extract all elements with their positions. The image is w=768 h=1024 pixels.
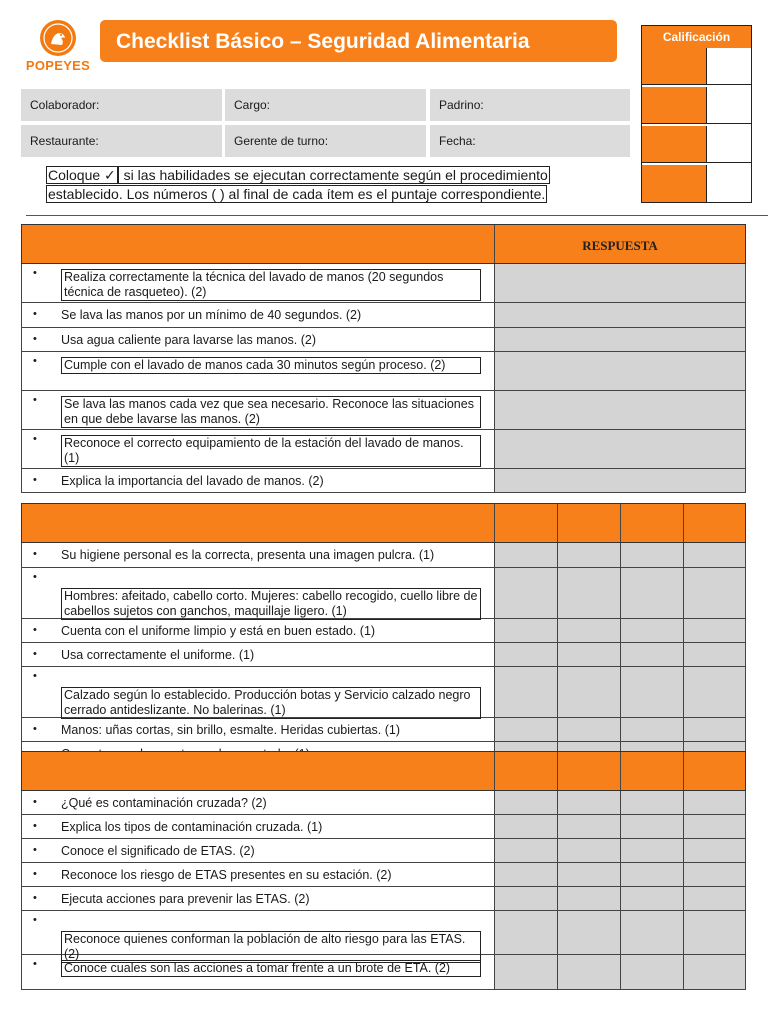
answer-cell[interactable] [557,815,620,838]
checklist-item-text: Usa correctamente el uniforme. (1) [61,647,255,662]
answer-cell[interactable] [620,619,683,642]
answer-cell[interactable] [683,718,745,741]
score-cell [642,48,706,85]
instr-part1: Coloque ✓ [48,167,116,183]
score-cell [642,126,706,163]
checklist-item-text: Se lava las manos por un mínimo de 40 segundos. (2) [61,308,362,322]
answer-cell[interactable] [620,839,683,862]
checklist-item-text: Explica la importancia del lavado de manos. (2) [61,473,324,488]
checklist-row [21,352,746,391]
answer-cell[interactable] [494,718,557,741]
padrino-field[interactable]: Padrino: [430,89,630,121]
popeyes-logo [20,18,96,76]
answer-cell[interactable] [494,543,557,567]
answer-cell[interactable] [683,887,745,910]
answer-cell[interactable] [683,791,745,814]
answer-cell[interactable] [494,391,745,429]
answer-cell[interactable] [494,863,557,886]
answer-cell[interactable] [620,955,683,989]
answer-cell[interactable] [620,568,683,618]
bullet: • [33,394,37,406]
bullet: • [33,332,37,345]
answer-cell[interactable] [620,791,683,814]
answer-cell[interactable] [494,264,745,302]
checklist-item-text: Se lava las manos cada vez que sea necesario. Reconoce las situaciones en que debe lavarse las manos. (2) [61,396,481,428]
bullet: • [33,795,37,808]
answer-cell[interactable] [494,955,557,989]
answer-cell[interactable] [494,643,557,666]
checklist-row [21,667,746,718]
checklist-item-text: Hombres: afeitado, cabello corto. Mujeres: cabello recogido, cuello libre de cabellos sujetos con ganchos, maquillaje ligero. (1) [61,588,481,620]
instructions [46,166,616,204]
answer-cell[interactable] [683,911,745,954]
checklist-row [21,911,746,961]
answer-cell[interactable] [557,791,620,814]
checklist-item-text: Reconoce el correcto equipamiento de la estación del lavado de manos. (1) [61,435,481,467]
answer-cell[interactable] [494,328,745,351]
bullet: • [33,722,37,735]
answer-cell[interactable] [683,543,745,567]
answer-cell[interactable] [683,955,745,989]
checklist-item-text: Calzado según lo establecido. Producción botas y Servicio calzado negro cerrado antideslizante. No balerinas. (1) [61,687,481,719]
checklist-row [21,863,746,887]
answer-cell[interactable] [683,667,745,717]
bullet: • [33,867,37,880]
bullet: • [33,819,37,832]
bullet: • [33,914,37,926]
answer-cell[interactable] [620,543,683,567]
answer-cell[interactable] [557,568,620,618]
cargo-field[interactable]: Cargo: [225,89,426,121]
answer-cell[interactable] [494,667,557,717]
score-entry[interactable] [706,165,751,202]
answer-cell[interactable] [683,568,745,618]
instr-line2: establecido. Los números ( ) al final de cada ítem es el puntaje correspondiente. [48,186,546,202]
bullet: • [33,433,37,445]
answer-cell[interactable] [683,643,745,666]
bullet: • [33,647,37,660]
checklist-row [21,839,746,863]
bullet: • [33,958,37,970]
checklist-row [21,568,746,619]
checklist-item-text: Manos: uñas cortas, sin brillo, esmalte. Heridas cubiertas. (1) [61,722,401,737]
answer-cell[interactable] [494,791,557,814]
answer-cell[interactable] [494,352,745,390]
checklist-row [21,391,746,430]
bullet: • [33,355,37,367]
bullet: • [33,548,37,560]
answer-cell[interactable] [620,667,683,717]
checklist-item-text: Conoce cuales son las acciones a tomar frente a un brote de ETA. (2) [61,960,481,977]
bullet: • [33,473,37,486]
checklist-row [21,643,746,667]
bullet: • [33,891,37,904]
checklist-row [21,718,746,742]
checklist-item-text: Reconoce quienes conforman la población de alto riesgo para las ETAS. (2) [61,931,481,963]
bullet: • [33,571,37,583]
colaborador-field[interactable]: Colaborador: [21,89,222,121]
score-entry[interactable] [706,48,751,85]
answer-cell[interactable] [557,643,620,666]
answer-cell[interactable] [557,543,620,567]
answer-cell[interactable] [494,887,557,910]
instr-part2: si las habilidades se ejecutan correctamente según el procedimiento [119,167,548,183]
section3-header [21,751,746,791]
checklist-item-text: Usa agua caliente para lavarse las manos. (2) [61,332,316,347]
checklist-row [21,543,746,568]
answer-cell[interactable] [557,955,620,989]
section1-header [21,224,746,264]
checklist-item-text: Conoce el significado de ETAS. (2) [61,843,255,858]
checklist-item-text: Ejecuta acciones para prevenir las ETAS. (2) [61,891,310,906]
answer-cell[interactable] [494,469,745,492]
answer-cell[interactable] [683,815,745,838]
answer-cell[interactable] [620,718,683,741]
answer-cell[interactable] [494,430,745,468]
divider [26,215,768,216]
gerente-field[interactable]: Gerente de turno: [225,125,426,157]
answer-cell[interactable] [494,619,557,642]
checklist-row [21,264,746,303]
answer-cell[interactable] [494,839,557,862]
answer-cell[interactable] [683,863,745,886]
answer-cell[interactable] [494,815,557,838]
checklist-row [21,815,746,839]
checklist-row [21,469,746,493]
fecha-field[interactable]: Fecha: [430,125,630,157]
checklist-row [21,955,746,990]
answer-cell[interactable] [620,911,683,954]
bullet: • [33,623,37,636]
answer-cell[interactable] [620,863,683,886]
bullet: • [33,308,37,320]
answer-cell[interactable] [557,911,620,954]
answer-cell[interactable] [557,839,620,862]
checklist-item-text: ¿Qué es contaminación cruzada? (2) [61,795,267,810]
answer-cell[interactable] [494,568,557,618]
checklist-item-text: Realiza correctamente la técnica del lavado de manos (20 segundos técnica de rasqueteo). (2) [61,269,481,301]
checklist-item-text: Explica los tipos de contaminación cruzada. (1) [61,819,323,834]
bullet: • [33,267,37,279]
answer-cell[interactable] [557,667,620,717]
answer-cell[interactable] [557,619,620,642]
calificacion-box [641,25,752,203]
score-cell [642,165,706,202]
bullet: • [33,670,37,682]
calificacion-label: Calificación [642,26,751,48]
answer-cell[interactable] [494,911,557,954]
checklist-item-text: Reconoce los riesgo de ETAS presentes en su estación. (2) [61,867,392,882]
score-entry[interactable] [706,87,751,124]
checklist-item-text: Cuenta con el uniforme limpio y está en buen estado. (1) [61,623,376,638]
section2-header [21,503,746,543]
answer-cell[interactable] [683,839,745,862]
checklist-item-text: Cumple con el lavado de manos cada 30 minutos según proceso. (2) [61,357,481,374]
checklist-row [21,303,746,328]
answer-cell[interactable] [620,643,683,666]
answer-cell[interactable] [494,303,745,327]
checklist-row [21,887,746,911]
checkmark-icon: ✓ [104,167,116,183]
score-entry[interactable] [706,126,751,163]
answer-cell[interactable] [620,887,683,910]
checklist-row [21,430,746,469]
checklist-row [21,791,746,815]
brand-name: POPEYES [25,58,91,73]
restaurante-field[interactable]: Restaurante: [21,125,222,157]
answer-cell[interactable] [683,619,745,642]
answer-cell[interactable] [557,887,620,910]
answer-cell[interactable] [620,815,683,838]
checklist-item-text: Su higiene personal es la correcta, presenta una imagen pulcra. (1) [61,548,435,562]
page-title: Checklist Básico – Seguridad Alimentaria [100,20,617,62]
score-cell [642,87,706,124]
answer-cell[interactable] [557,718,620,741]
answer-cell[interactable] [557,863,620,886]
chicken-seal-icon [20,18,96,60]
checklist-row [21,328,746,352]
checklist-row [21,619,746,643]
respuesta-label: RESPUESTA [582,238,658,253]
bullet: • [33,843,37,856]
